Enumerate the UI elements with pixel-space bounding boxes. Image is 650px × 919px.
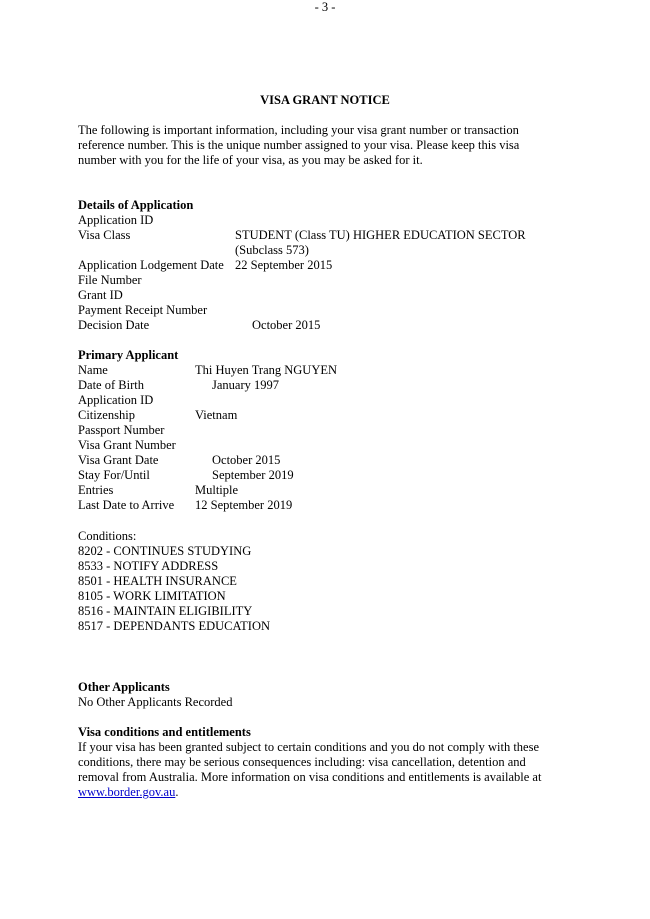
field-value: STUDENT (Class TU) HIGHER EDUCATION SECTOR: [235, 228, 526, 242]
field-value: October 2015: [252, 318, 321, 332]
intro-paragraph: [78, 123, 568, 168]
intro-line: number with you for the life of your visa, as you may be asked for it.: [78, 153, 423, 167]
field-label: Visa Grant Number: [78, 438, 176, 452]
entitlements-line: conditions, there may be serious consequences including: visa cancellation, detention and: [78, 755, 526, 769]
other-applicants-section: [78, 680, 568, 710]
field-label: Application ID: [78, 213, 154, 227]
condition-item: 8516 - MAINTAIN ELIGIBILITY: [78, 604, 253, 618]
field-label: File Number: [78, 273, 142, 287]
field-label: Citizenship: [78, 408, 135, 422]
entries-row: [78, 483, 568, 498]
document-title: VISA GRANT NOTICE: [260, 93, 390, 107]
application-id-row: [78, 213, 568, 228]
entitlements-line: If your visa has been granted subject to certain conditions and you do not comply with these: [78, 740, 539, 754]
primary-applicant-heading: Primary Applicant: [78, 348, 179, 362]
field-label: Passport Number: [78, 423, 165, 437]
entitlements-link-line: [78, 785, 568, 800]
field-label: Application ID: [78, 393, 154, 407]
conditions-heading: Conditions:: [78, 529, 137, 543]
passport-number-row: [78, 423, 568, 438]
decision-date-row: [78, 318, 568, 333]
field-label: Application Lodgement Date: [78, 258, 224, 272]
field-label: Grant ID: [78, 288, 123, 302]
field-label: Entries: [78, 483, 114, 497]
condition-item: 8202 - CONTINUES STUDYING: [78, 544, 252, 558]
field-value: 12 September 2019: [195, 498, 293, 512]
other-applicants-heading: Other Applicants: [78, 680, 170, 694]
field-label: Visa Grant Date: [78, 453, 159, 467]
field-value: 22 September 2015: [235, 258, 333, 272]
field-value: January 1997: [212, 378, 279, 392]
visa-subclass-row: [78, 243, 568, 258]
intro-line: reference number. This is the unique number assigned to your visa. Please keep this visa: [78, 138, 520, 152]
condition-item: 8517 - DEPENDANTS EDUCATION: [78, 619, 271, 633]
last-date-to-arrive-row: [78, 498, 568, 513]
citizenship-row: [78, 408, 568, 423]
condition-item: 8533 - NOTIFY ADDRESS: [78, 559, 219, 573]
field-label: Date of Birth: [78, 378, 144, 392]
field-value: October 2015: [212, 453, 281, 467]
border-website-link[interactable]: www.border.gov.au: [78, 785, 176, 799]
field-value: Vietnam: [195, 408, 238, 422]
field-label: Visa Class: [78, 228, 131, 242]
application-details-heading: Details of Application: [78, 198, 194, 212]
file-number-row: [78, 273, 568, 288]
entitlements-section: [78, 725, 568, 800]
field-label: Payment Receipt Number: [78, 303, 208, 317]
page-number: - 3 -: [314, 0, 336, 14]
applicant-application-id-row: [78, 393, 568, 408]
payment-receipt-row: [78, 303, 568, 318]
date-of-birth-row: [78, 378, 568, 393]
grant-id-row: [78, 288, 568, 303]
stay-until-row: [78, 468, 568, 483]
conditions-section: [78, 529, 568, 634]
link-suffix: .: [175, 785, 179, 799]
visa-class-row: [78, 228, 568, 243]
field-label: Stay For/Until: [78, 468, 150, 482]
entitlements-line: removal from Australia. More information on visa conditions and entitlements is available at: [78, 770, 542, 784]
lodgement-date-row: [78, 258, 568, 273]
condition-item: 8105 - WORK LIMITATION: [78, 589, 226, 603]
entitlements-heading: Visa conditions and entitlements: [78, 725, 251, 739]
visa-grant-date-row: [78, 453, 568, 468]
field-value: September 2019: [212, 468, 294, 482]
primary-applicant-section: [78, 348, 568, 513]
field-value: Multiple: [195, 483, 239, 497]
field-label: Decision Date: [78, 318, 150, 332]
visa-grant-number-row: [78, 438, 568, 453]
field-label: Name: [78, 363, 108, 377]
field-value: Thi Huyen Trang NGUYEN: [195, 363, 338, 377]
field-label: Last Date to Arrive: [78, 498, 175, 512]
field-value: (Subclass 573): [235, 243, 309, 257]
other-applicants-text: No Other Applicants Recorded: [78, 695, 233, 709]
application-details-section: [78, 198, 568, 333]
name-row: [78, 363, 568, 378]
condition-item: 8501 - HEALTH INSURANCE: [78, 574, 237, 588]
intro-line: The following is important information, including your visa grant number or transaction: [78, 123, 519, 137]
